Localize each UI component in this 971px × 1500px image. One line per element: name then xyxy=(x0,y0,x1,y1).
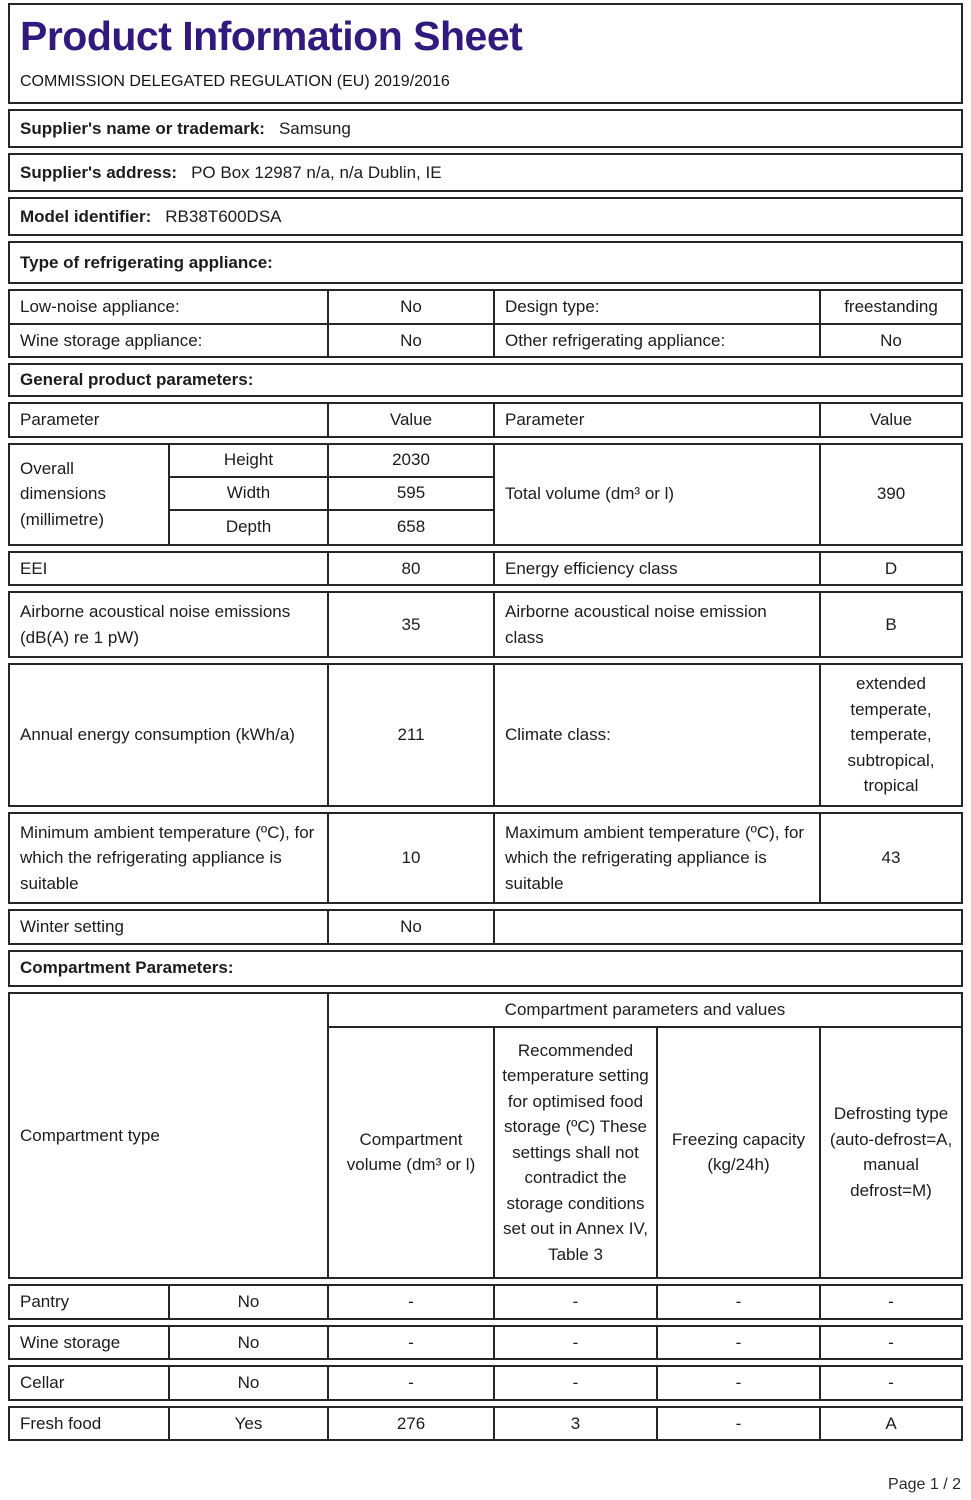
parameter-value: 43 xyxy=(819,814,961,903)
compartment-type: Pantry xyxy=(20,1292,70,1311)
compartment-present: No xyxy=(168,1286,327,1318)
parameter-label: Airborne acoustical noise emission class xyxy=(493,593,819,656)
compartment-defrost: - xyxy=(819,1327,961,1359)
compartment-present: No xyxy=(168,1367,327,1399)
flag-param: Low-noise appliance: xyxy=(20,297,180,316)
flag-param: Other refrigerating appliance: xyxy=(493,325,819,357)
compartment-temp: - xyxy=(493,1286,656,1318)
compartment-type: Fresh food xyxy=(20,1413,102,1433)
parameter-value: 35 xyxy=(327,593,493,656)
document-header xyxy=(8,3,963,104)
parameter-label: Maximum ambient temperature (ºC), for which the refrigerating appliance is suitable xyxy=(493,814,819,903)
compartment-parameters-heading xyxy=(8,950,963,987)
parameter-value: No xyxy=(327,911,493,943)
flag-value: No xyxy=(327,325,493,357)
dimensions-table xyxy=(8,443,963,546)
compartment-type-header: Compartment type xyxy=(20,1125,160,1145)
parameter-value: 211 xyxy=(327,665,493,805)
compartment-table-header xyxy=(8,992,963,1280)
compartment-volume: - xyxy=(327,1367,493,1399)
regulation-subtitle: COMMISSION DELEGATED REGULATION (EU) 2019/2016 xyxy=(20,73,450,90)
dimensions-label: Overall dimensions (millimetre) xyxy=(20,458,106,529)
parameter-label: Annual energy consumption (kWh/a) xyxy=(20,725,295,744)
appliance-flags-row-2 xyxy=(10,323,961,357)
dimension-name: Depth xyxy=(168,511,327,544)
compartment-volume-header: Compartment volume (dm³ or l) xyxy=(327,1028,493,1278)
general-parameters-heading xyxy=(8,363,963,397)
flag-value: freestanding xyxy=(819,291,961,323)
compartment-volume: 276 xyxy=(327,1408,493,1440)
appliance-flags-table xyxy=(8,289,963,358)
product-information-sheet xyxy=(8,3,963,1446)
parameter-value: 80 xyxy=(327,553,493,585)
model-identifier-label: Model identifier: xyxy=(20,206,152,226)
supplier-name-row xyxy=(8,109,963,148)
model-identifier-row xyxy=(8,197,963,236)
flag-param: Wine storage appliance: xyxy=(20,330,203,350)
compartment-temp: - xyxy=(493,1327,656,1359)
parameter-label: Climate class: xyxy=(493,665,819,805)
compartment-freezing: - xyxy=(656,1327,819,1359)
winter-setting-row xyxy=(8,909,963,945)
compartment-row-wine-storage xyxy=(8,1325,963,1361)
parameter-value: D xyxy=(819,553,961,585)
flag-value: No xyxy=(819,325,961,357)
compartment-type: Wine storage xyxy=(20,1332,121,1352)
compartment-temp: 3 xyxy=(493,1408,656,1440)
compartment-defrost: - xyxy=(819,1286,961,1318)
column-header-value: Value xyxy=(819,404,961,436)
parameter-value-header-row xyxy=(8,402,963,438)
climate-class-value: extended temperate, temperate, subtropical, tropical xyxy=(819,665,961,805)
parameter-value: 10 xyxy=(327,814,493,903)
supplier-address-value: PO Box 12987 n/a, n/a Dublin, IE xyxy=(191,162,442,182)
total-volume-label: Total volume (dm³ or l) xyxy=(493,445,819,544)
flag-value: No xyxy=(327,291,493,323)
dimension-name: Height xyxy=(168,445,327,478)
noise-row xyxy=(8,591,963,658)
parameter-label: Winter setting xyxy=(20,917,124,936)
compartment-defrost: - xyxy=(819,1367,961,1399)
column-header-value: Value xyxy=(327,404,493,436)
compartment-row-fresh-food xyxy=(8,1406,963,1442)
column-header-parameter: Parameter xyxy=(20,410,100,429)
parameter-label: Minimum ambient temperature (ºC), for which the refrigerating appliance is suitable xyxy=(20,822,315,893)
page-number: Page 1 / 2 xyxy=(888,1476,961,1493)
flag-param: Design type: xyxy=(493,291,819,323)
supplier-address-label: Supplier's address: xyxy=(20,162,178,182)
supplier-name-value: Samsung xyxy=(278,118,351,138)
eei-row xyxy=(8,551,963,587)
column-header-parameter: Parameter xyxy=(493,404,819,436)
parameter-label: Airborne acoustical noise emissions (dB(A) re 1 pW) xyxy=(20,602,291,647)
compartment-temp: - xyxy=(493,1367,656,1399)
compartment-type: Cellar xyxy=(20,1373,65,1392)
general-heading-text: General product parameters: xyxy=(20,370,254,389)
dimension-value: 658 xyxy=(327,511,493,544)
compartment-heading-text: Compartment Parameters: xyxy=(20,958,234,977)
compartment-row-cellar xyxy=(8,1365,963,1401)
compartment-volume: - xyxy=(327,1286,493,1318)
energy-climate-row xyxy=(8,663,963,807)
dimension-value: 2030 xyxy=(327,445,493,478)
compartment-present: Yes xyxy=(168,1408,327,1440)
dimension-value: 595 xyxy=(327,478,493,511)
recommended-temperature-header: Recommended temperature setting for optimised food storage (ºC) These settings shall not contradict the storage conditions set out in Annex IV, Table 3 xyxy=(493,1028,656,1278)
parameter-label: Energy efficiency class xyxy=(493,553,819,585)
model-identifier-value: RB38T600DSA xyxy=(165,206,282,226)
dimension-name: Width xyxy=(168,478,327,511)
parameter-label: EEI xyxy=(20,558,48,578)
compartment-freezing: - xyxy=(656,1367,819,1399)
empty-cell xyxy=(493,911,961,943)
total-volume-value: 390 xyxy=(819,445,961,544)
page-title: Product Information Sheet xyxy=(20,13,523,59)
supplier-name-label: Supplier's name or trademark: xyxy=(20,118,265,138)
compartment-freezing: - xyxy=(656,1408,819,1440)
parameter-value: B xyxy=(819,593,961,656)
type-heading: Type of refrigerating appliance: xyxy=(20,252,273,272)
ambient-temperature-row xyxy=(8,812,963,905)
defrosting-type-header: Defrosting type (auto-defrost=A, manual defrost=M) xyxy=(819,1028,961,1278)
compartment-span-title: Compartment parameters and values xyxy=(327,994,961,1028)
freezing-capacity-header: Freezing capacity (kg/24h) xyxy=(656,1028,819,1278)
compartment-defrost: A xyxy=(819,1408,961,1440)
compartment-volume: - xyxy=(327,1327,493,1359)
appliance-flags-row-1 xyxy=(10,291,961,323)
compartment-row-pantry xyxy=(8,1284,963,1320)
compartment-present: No xyxy=(168,1327,327,1359)
supplier-address-row xyxy=(8,153,963,192)
type-heading-row xyxy=(8,241,963,284)
compartment-freezing: - xyxy=(656,1286,819,1318)
